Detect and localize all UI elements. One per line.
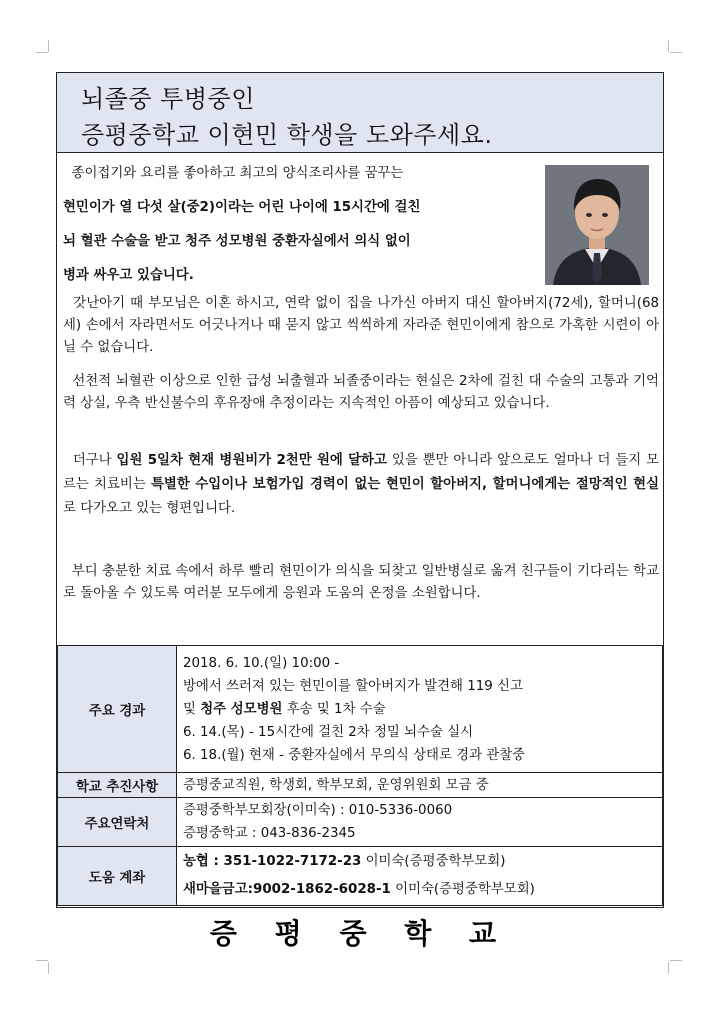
account-number: 새마을금고:9002-1862-6028-1 xyxy=(183,882,391,897)
medical-paragraph xyxy=(63,371,659,415)
body-section xyxy=(57,153,663,645)
crop-mark xyxy=(36,52,48,53)
student-portrait-illustration xyxy=(545,165,649,285)
school-cell: 증평중교직원, 학생회, 학부모회, 운영위원회 모금 중 xyxy=(177,773,663,798)
intro-bold-line: 병과 싸우고 있습니다. xyxy=(63,268,194,283)
progress-line xyxy=(183,698,656,721)
account-header: 도움 계좌 xyxy=(58,847,177,906)
school-header: 학교 추진사항 xyxy=(58,773,177,798)
cost-paragraph xyxy=(63,449,659,521)
medical-text: 선천적 뇌혈관 이상으로 인한 급성 뇌출혈과 뇌졸중이라는 현실은 2차에 걸친 대 수술의 고통과 기억력 상실, 우측 반신불수의 후유장애 추정이라는 지속적인 아픔이 예상되고 있습니다. xyxy=(63,374,659,411)
school-signature: 증 평 중 학 교 xyxy=(209,917,511,950)
crop-mark xyxy=(670,52,682,53)
family-paragraph xyxy=(63,293,659,359)
account-line xyxy=(183,848,656,876)
crop-mark xyxy=(48,962,49,974)
account-line xyxy=(183,876,656,904)
title-line-2: 증평중학교 이현민 학생을 도와주세요. xyxy=(81,121,493,149)
intro-bold-line: 뇌 혈관 수술을 받고 청주 성모병원 중환자실에서 의식 없이 xyxy=(63,234,411,249)
hope-paragraph xyxy=(63,561,659,605)
account-holder: 이미숙(증평중학부모회) xyxy=(390,882,535,897)
contact-cell xyxy=(177,798,663,847)
progress-text: 및 xyxy=(183,701,201,717)
flyer-frame xyxy=(56,72,664,908)
crop-mark xyxy=(670,960,682,961)
crop-mark xyxy=(48,40,49,52)
contact-line: 증평중학교 : 043-836-2345 xyxy=(183,826,356,841)
cost-text-c: 있을 뿐만 아니라 앞으로도 얼마나 더 들지 모르는 치료비는 xyxy=(63,453,660,492)
cost-text-e: 로 다가오고 있는 형편입니다. xyxy=(63,501,236,516)
title-line-1: 뇌졸중 투병중인 xyxy=(81,85,255,113)
account-cell xyxy=(177,847,663,906)
intro-bold-line: 현민이가 열 다섯 살(중2)이라는 어린 나이에 15시간에 걸친 xyxy=(63,200,421,215)
progress-text: 후송 및 1차 수술 xyxy=(282,701,386,717)
account-number: 농협 : 351-1022-7172-23 xyxy=(183,854,362,869)
table-row xyxy=(58,847,663,906)
crop-mark xyxy=(668,962,669,974)
crop-mark xyxy=(36,960,48,961)
account-holder: 이미숙(증평중학부모회) xyxy=(361,854,506,869)
progress-line: 방에서 쓰러져 있는 현민이를 할아버지가 발견해 119 신고 xyxy=(183,678,523,694)
cost-text-bold: 입원 5일차 현재 병원비가 2천만 원에 달하고 xyxy=(116,453,387,468)
table-row xyxy=(58,798,663,847)
progress-line: 2018. 6. 10.(일) 10:00 - xyxy=(183,655,340,671)
progress-line: 6. 14.(목) - 15시간에 걸친 2차 정밀 뇌수술 실시 xyxy=(183,724,474,740)
cost-text-a: 더구나 xyxy=(72,453,117,468)
table-row xyxy=(58,773,663,798)
table-row xyxy=(58,646,663,773)
title-box xyxy=(57,73,663,153)
cost-text-bold: 특별한 수입이나 보험가입 경력이 없는 현민이 할아버지, 할머니에게는 절망적인 현실 xyxy=(150,477,660,492)
info-table xyxy=(57,645,663,906)
student-photo xyxy=(545,165,649,285)
crop-mark xyxy=(668,40,669,52)
progress-line: 6. 18.(월) 현재 - 중환자실에서 무의식 상태로 경과 관찰중 xyxy=(183,747,526,763)
contact-header: 주요연락처 xyxy=(58,798,177,847)
intro-paragraph xyxy=(63,157,537,293)
progress-cell xyxy=(177,646,663,773)
hospital-name: 청주 성모병원 xyxy=(200,701,283,717)
family-text: 갓난아기 때 부모님은 이혼 하시고, 연락 없이 집을 나가신 아버지 대신 할아버지(72세), 할머니(68세) 손에서 자라면서도 어긋나거나 때 묻지 않고 씩씩하게 자라준 현민이에게 참으로 가혹한 시련이 아닐 수 없습니다. xyxy=(63,296,659,355)
contact-line: 증평중학부모회장(이미숙) : 010-5336-0060 xyxy=(183,803,453,818)
intro-line xyxy=(63,157,537,191)
hope-text: 부디 충분한 치료 속에서 하루 빨리 현민이가 의식을 되찾고 일반병실로 옮겨 친구들이 기다리는 학교로 돌아올 수 있도록 여러분 모두에게 응원과 도움의 온정을 소원합니다. xyxy=(63,564,660,601)
intro-text: 종이접기와 요리를 좋아하고 최고의 양식조리사를 꿈꾸는 xyxy=(71,166,404,181)
progress-header: 주요 경과 xyxy=(58,646,177,773)
